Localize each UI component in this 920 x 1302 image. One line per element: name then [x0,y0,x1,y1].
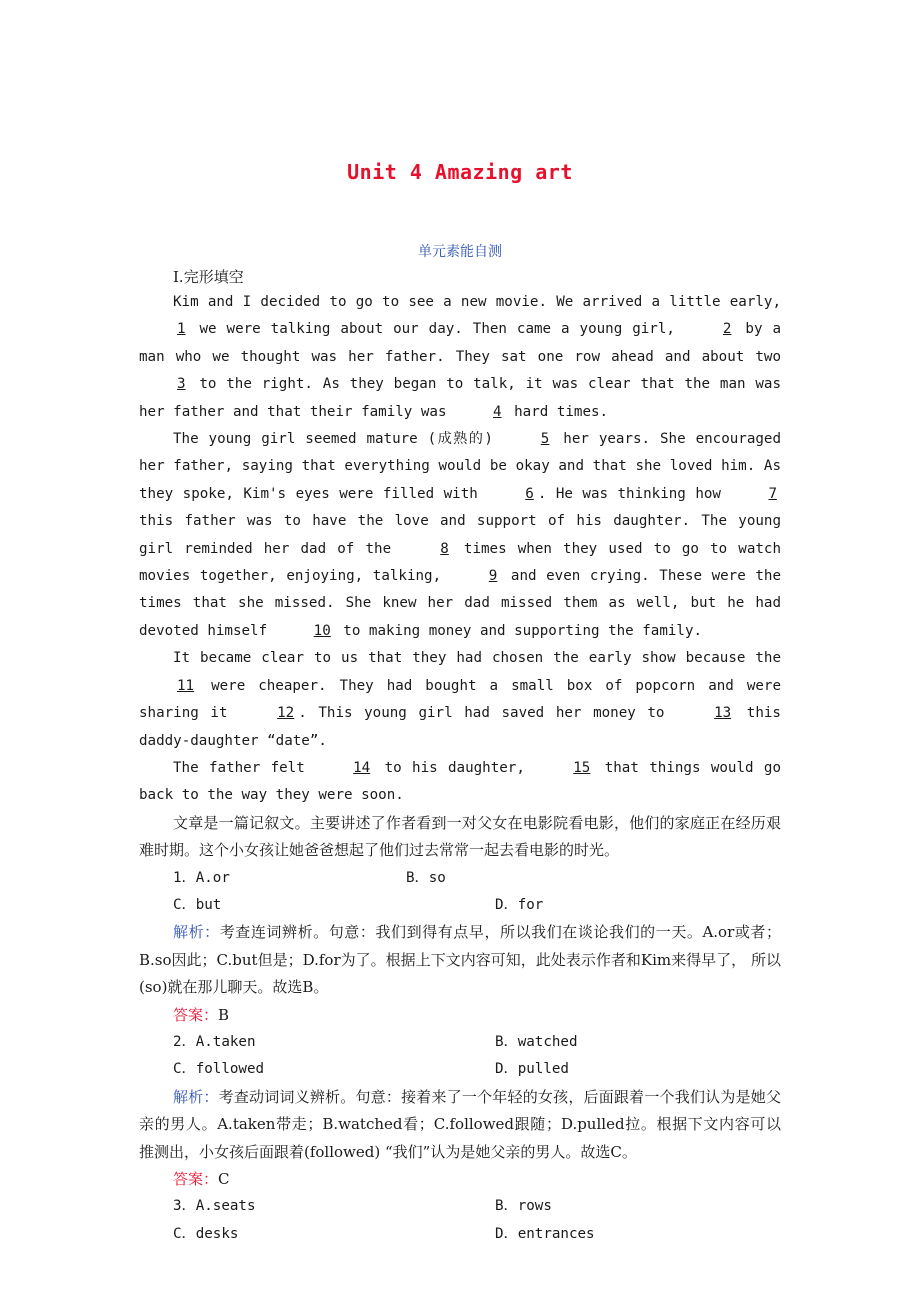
answer-label: 答案： [173,1169,219,1188]
q1-option-d: D．for [495,896,544,913]
analysis-label: 解析： [173,1087,219,1106]
blank-8: 8 [440,540,449,557]
blank-3: 3 [177,376,186,393]
passage-paragraph-4: The father felt 14 to his daughter, 15 that things would go back to the way they were soon. [139,755,781,810]
passage-paragraph-1: Kim and I decided to go to see a new movie. We arrived a little early, 1 we were talking about our day. Then came a young girl, 2 by a man who we thought was her father. They sat one row ahead and about two 3 to the right. As they began to talk, it was clear that the man was her father and that their family was 4 hard times. [139,289,781,426]
passage-summary: 文章是一篇记叙文。主要讲述了作者看到一对父女在电影院看电影，他们的家庭正在经历艰难时期。这个小女孩让她爸爸想起了他们过去常常一起去看电影的时光。 [139,813,781,860]
blank-9: 9 [488,568,498,585]
question-2-row-ab [139,1029,781,1056]
q3-option-d: D．entrances [495,1225,595,1242]
question-3-row-ab [139,1193,781,1220]
q2-answer: 答案：C [173,1169,230,1188]
q1-analysis: 解析：考查连词辨析。句意：我们到得有点早，所以我们在谈论我们的一天。A.or或者；B.so因此；C.but但是；D.for为了。根据上下文内容可知，此处表示作者和Kim来得早了， 所以(so)就在那儿聊天。故选B。 [139,923,781,997]
blank-13: 13 [714,705,732,722]
q2-option-c: C．followed [173,1061,265,1078]
blank-2: 2 [722,321,732,338]
question-1-row-ab [139,865,781,892]
q2-option-b: B．watched [495,1033,578,1050]
blank-5: 5 [540,431,550,448]
passage-paragraph-3: It became clear to us that they had chosen the early show because the 11 were cheaper. They had bought a small box of popcorn and were sharing it 12 . This young girl had saved her money to 13 this daddy-daughter “date”. [139,650,781,749]
page-title: Unit 4 Amazing art [347,160,573,184]
q1-option-b: B．so [406,869,446,886]
analysis-label: 解析： [173,923,220,942]
q3-option-b: B．rows [495,1198,552,1215]
question-1-row-cd [139,892,781,919]
q1-answer: 答案：B [173,1005,230,1024]
question-3-row-cd [139,1221,781,1248]
document-body [139,289,781,1248]
blank-6: 6 [525,485,534,502]
question-2-row-cd [139,1056,781,1083]
blank-15: 15 [573,759,591,776]
page-subtitle: 单元素能自测 [418,244,502,260]
q3-option-a: 3．A.seats [173,1198,256,1215]
q2-option-a: 2．A.taken [173,1033,256,1050]
blank-7: 7 [768,485,777,502]
passage-paragraph-2: The young girl seemed mature (成熟的) 5 her years. She encouraged her father, saying that everything would be okay and that she loved him. As they spoke, Kim's eyes were filled with 6 . He was thinking how 7 this father was to have the love and support of his daughter. The young girl reminded her dad of the 8 times when they used to go to watch movies together, enjoying, talking, 9 and even crying. These were the times that she missed. She knew her dad missed them as well, but he had devoted himself 10 to making money and supporting the family. [139,426,781,645]
q1-option-c: C．but [173,896,222,913]
blank-14: 14 [353,759,371,776]
blank-12: 12 [277,705,295,722]
blank-4: 4 [493,403,502,420]
q2-option-d: D．pulled [495,1061,569,1078]
q1-option-a: 1．A.or [173,869,230,886]
answer-label: 答案： [173,1005,219,1024]
q3-option-c: C．desks [173,1225,239,1242]
blank-1: 1 [177,321,186,338]
blank-10: 10 [313,622,331,639]
blank-11: 11 [177,677,195,694]
q2-analysis: 解析：考查动词词义辨析。句意：接着来了一个年轻的女孩，后面跟着一个我们认为是她父亲的男人。A.taken带走；B.watched看；C.followed跟随；D.pulled拉。根据下文内容可以推测出，小女孩后面跟着(followed) “我们”认为是她父亲的男人。故选C。 [139,1087,781,1161]
section-heading: Ⅰ.完形填空 [173,268,244,286]
